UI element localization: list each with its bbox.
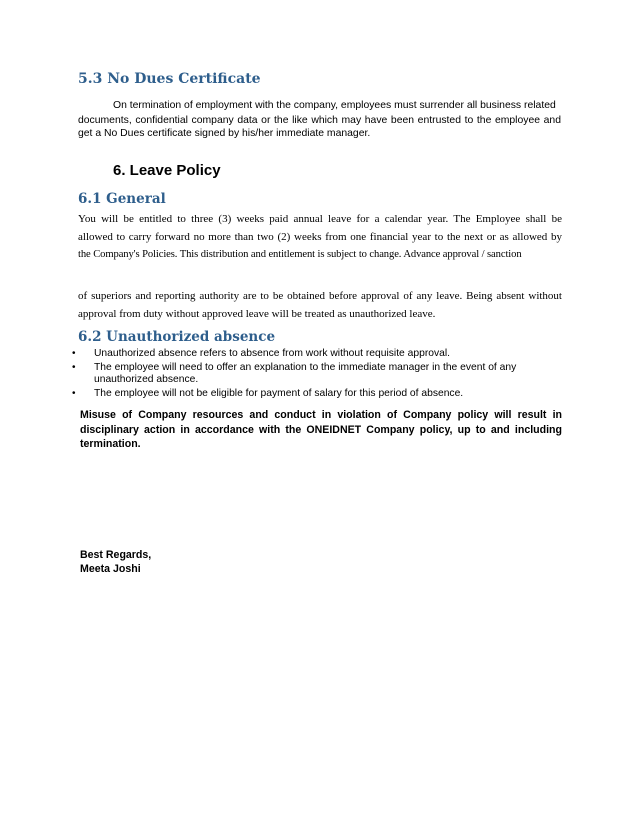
section-5-3-heading: 5.3 No Dues Certificate [78,71,261,87]
list-item [72,361,564,387]
list-item [72,348,564,361]
list-item [72,387,564,401]
section-6-1-line-4: of superiors and reporting authority are to be obtained before approval of any leave. Being absent without [78,290,562,302]
notice-line-2: disciplinary action in accordance with the ONEIDNET Company policy, up to and including [80,424,562,436]
section-6-heading: 6. Leave Policy [113,162,221,179]
bullet-icon: • [72,387,76,399]
bullet-icon: • [72,361,76,373]
notice-line-1: Misuse of Company resources and conduct in violation of Company policy will result in [80,409,562,421]
section-5-3-line-1: On termination of employment with the company, employees must surrender all business related [113,100,556,111]
notice-line-3: termination. [80,438,141,450]
section-5-3-line-2: documents, confidential company data or the like which may have been entrusted to the employee and [78,115,561,126]
section-5-3-line-3: get a No Dues certificate signed by his/her immediate manager. [78,128,371,139]
section-6-1-heading: 6.1 General [78,191,166,207]
signature-closing: Best Regards, [80,549,152,561]
section-6-1-line-5: approval from duty without approved leave will be treated as unauthorized leave. [78,308,436,320]
section-6-1-line-2: allowed to carry forward no more than two (2) weeks from one financial year to the next or as allowed by [78,231,562,243]
list-item-text: The employee will need to offer an explanation to the immediate manager in the event of any [94,361,517,373]
list-item-text-continued: unauthorized absence. [94,374,199,385]
unauthorized-absence-list [72,348,564,400]
signature-name: Meeta Joshi [80,563,141,575]
section-6-1-line-3: the Company's Policies. This distribution and entitlement is subject to change. Advance approval / sanction [78,249,522,260]
list-item-text: Unauthorized absence refers to absence from work without requisite approval. [94,348,451,359]
section-6-1-line-1: You will be entitled to three (3) weeks paid annual leave for a calendar year. The Employee shall be [78,213,562,225]
section-6-2-heading: 6.2 Unauthorized absence [78,329,276,345]
bullet-icon: • [72,348,76,359]
list-item-text: The employee will not be eligible for payment of salary for this period of absence. [94,387,464,399]
